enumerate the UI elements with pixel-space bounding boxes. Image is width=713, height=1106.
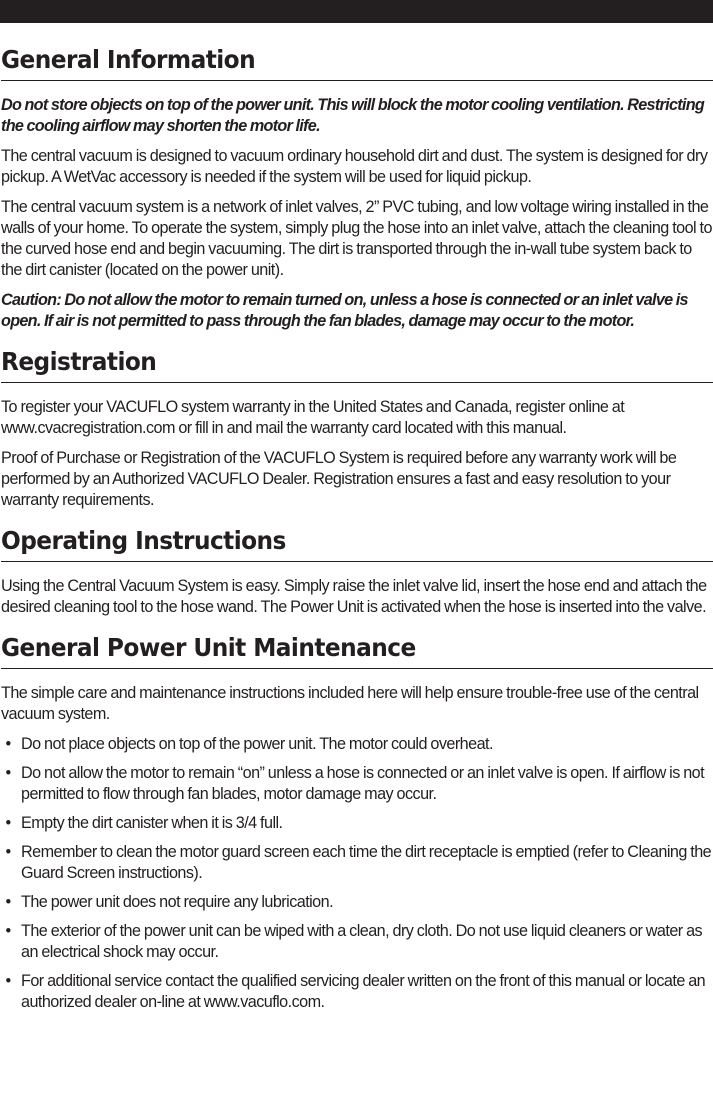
bullet-icon: •: [5, 922, 11, 940]
section-maintenance: [1, 632, 713, 1013]
section-heading: Operating Instructions: [1, 526, 286, 555]
bullet-icon: •: [5, 843, 11, 861]
list-item-text: Remember to clean the motor guard screen each time the dirt receptacle is emptied (refer to Cleaning the Guard Screen instructions).: [21, 843, 712, 882]
paragraph: The central vacuum system is a network of inlet valves, 2” PVC tubing, and low voltage wiring installed in the walls of your home. To operate the system, simply plug the hose into an inlet valve, attach the cleaning tool to the curved hose end and begin vacuuming. The dirt is transported through the in-wall tube system back to the dirt canister (located on the power unit).: [1, 198, 712, 279]
list-item-text: Do not place objects on top of the power unit. The motor could overheat.: [21, 735, 493, 753]
caution-note: Caution: Do not allow the motor to remain turned on, unless a hose is connected or an inlet valve is open. If air is not permitted to pass through the fan blades, damage may occur to the motor.: [1, 291, 688, 330]
section-registration: [1, 346, 713, 511]
paragraph: Using the Central Vacuum System is easy. Simply raise the inlet valve lid, insert the hose end and attach the desired cleaning tool to the hose wand. The Power Unit is activated when the hose is inserted into the valve.: [1, 577, 707, 616]
paragraph: The central vacuum is designed to vacuum ordinary household dirt and dust. The system is designed for dry pickup. A WetVac accessory is needed if the system will be used for liquid pickup.: [1, 147, 708, 186]
document-body: [1, 44, 713, 1021]
paragraph: To register your VACUFLO system warranty in the United States and Canada, register online at www.cvacregistration.com or fill in and mail the warranty card located with this manual.: [1, 398, 625, 437]
paragraph: The simple care and maintenance instructions included here will help ensure trouble-free use of the central vacuum system.: [1, 684, 699, 723]
section-heading: General Power Unit Maintenance: [1, 633, 416, 662]
ventilation-note: Do not store objects on top of the power unit. This will block the motor cooling ventilation. Restricting the cooling airflow may shorten the motor life.: [1, 96, 705, 135]
paragraph: Proof of Purchase or Registration of the VACUFLO System is required before any warranty work will be performed by an Authorized VACUFLO Dealer. Registration ensures a fast and easy resolution to your warranty requirements.: [1, 449, 677, 509]
list-item: [1, 921, 713, 963]
heading-rule: [1, 346, 713, 383]
list-item: [1, 892, 713, 913]
bullet-icon: •: [5, 735, 11, 753]
bullet-icon: •: [5, 814, 11, 832]
bullet-icon: •: [5, 893, 11, 911]
list-item: [1, 763, 713, 805]
heading-rule: [1, 525, 713, 562]
section-operating-instructions: [1, 525, 713, 618]
list-item: [1, 971, 713, 1013]
section-general-information: [1, 44, 713, 332]
section-heading: Registration: [1, 347, 157, 376]
section-heading: General Information: [1, 45, 256, 74]
list-item-text: Empty the dirt canister when it is 3/4 full.: [21, 814, 283, 832]
list-item: [1, 842, 713, 884]
list-item: [1, 813, 713, 834]
maintenance-list: [1, 734, 713, 1013]
heading-rule: [1, 632, 713, 669]
heading-rule: [1, 44, 713, 81]
list-item-text: Do not allow the motor to remain “on” unless a hose is connected or an inlet valve is open. If airflow is not permitted to flow through fan blades, motor damage may occur.: [21, 764, 705, 803]
list-item-text: The power unit does not require any lubrication.: [21, 893, 334, 911]
list-item-text: The exterior of the power unit can be wiped with a clean, dry cloth. Do not use liquid cleaners or water as an electrical shock may occur.: [21, 922, 703, 961]
bullet-icon: •: [5, 764, 11, 782]
list-item-text: For additional service contact the qualified servicing dealer written on the front of this manual or locate an authorized dealer on-line at www.vacuflo.com.: [21, 972, 706, 1011]
bullet-icon: •: [5, 972, 11, 990]
list-item: [1, 734, 713, 755]
header-bar: [0, 0, 713, 23]
